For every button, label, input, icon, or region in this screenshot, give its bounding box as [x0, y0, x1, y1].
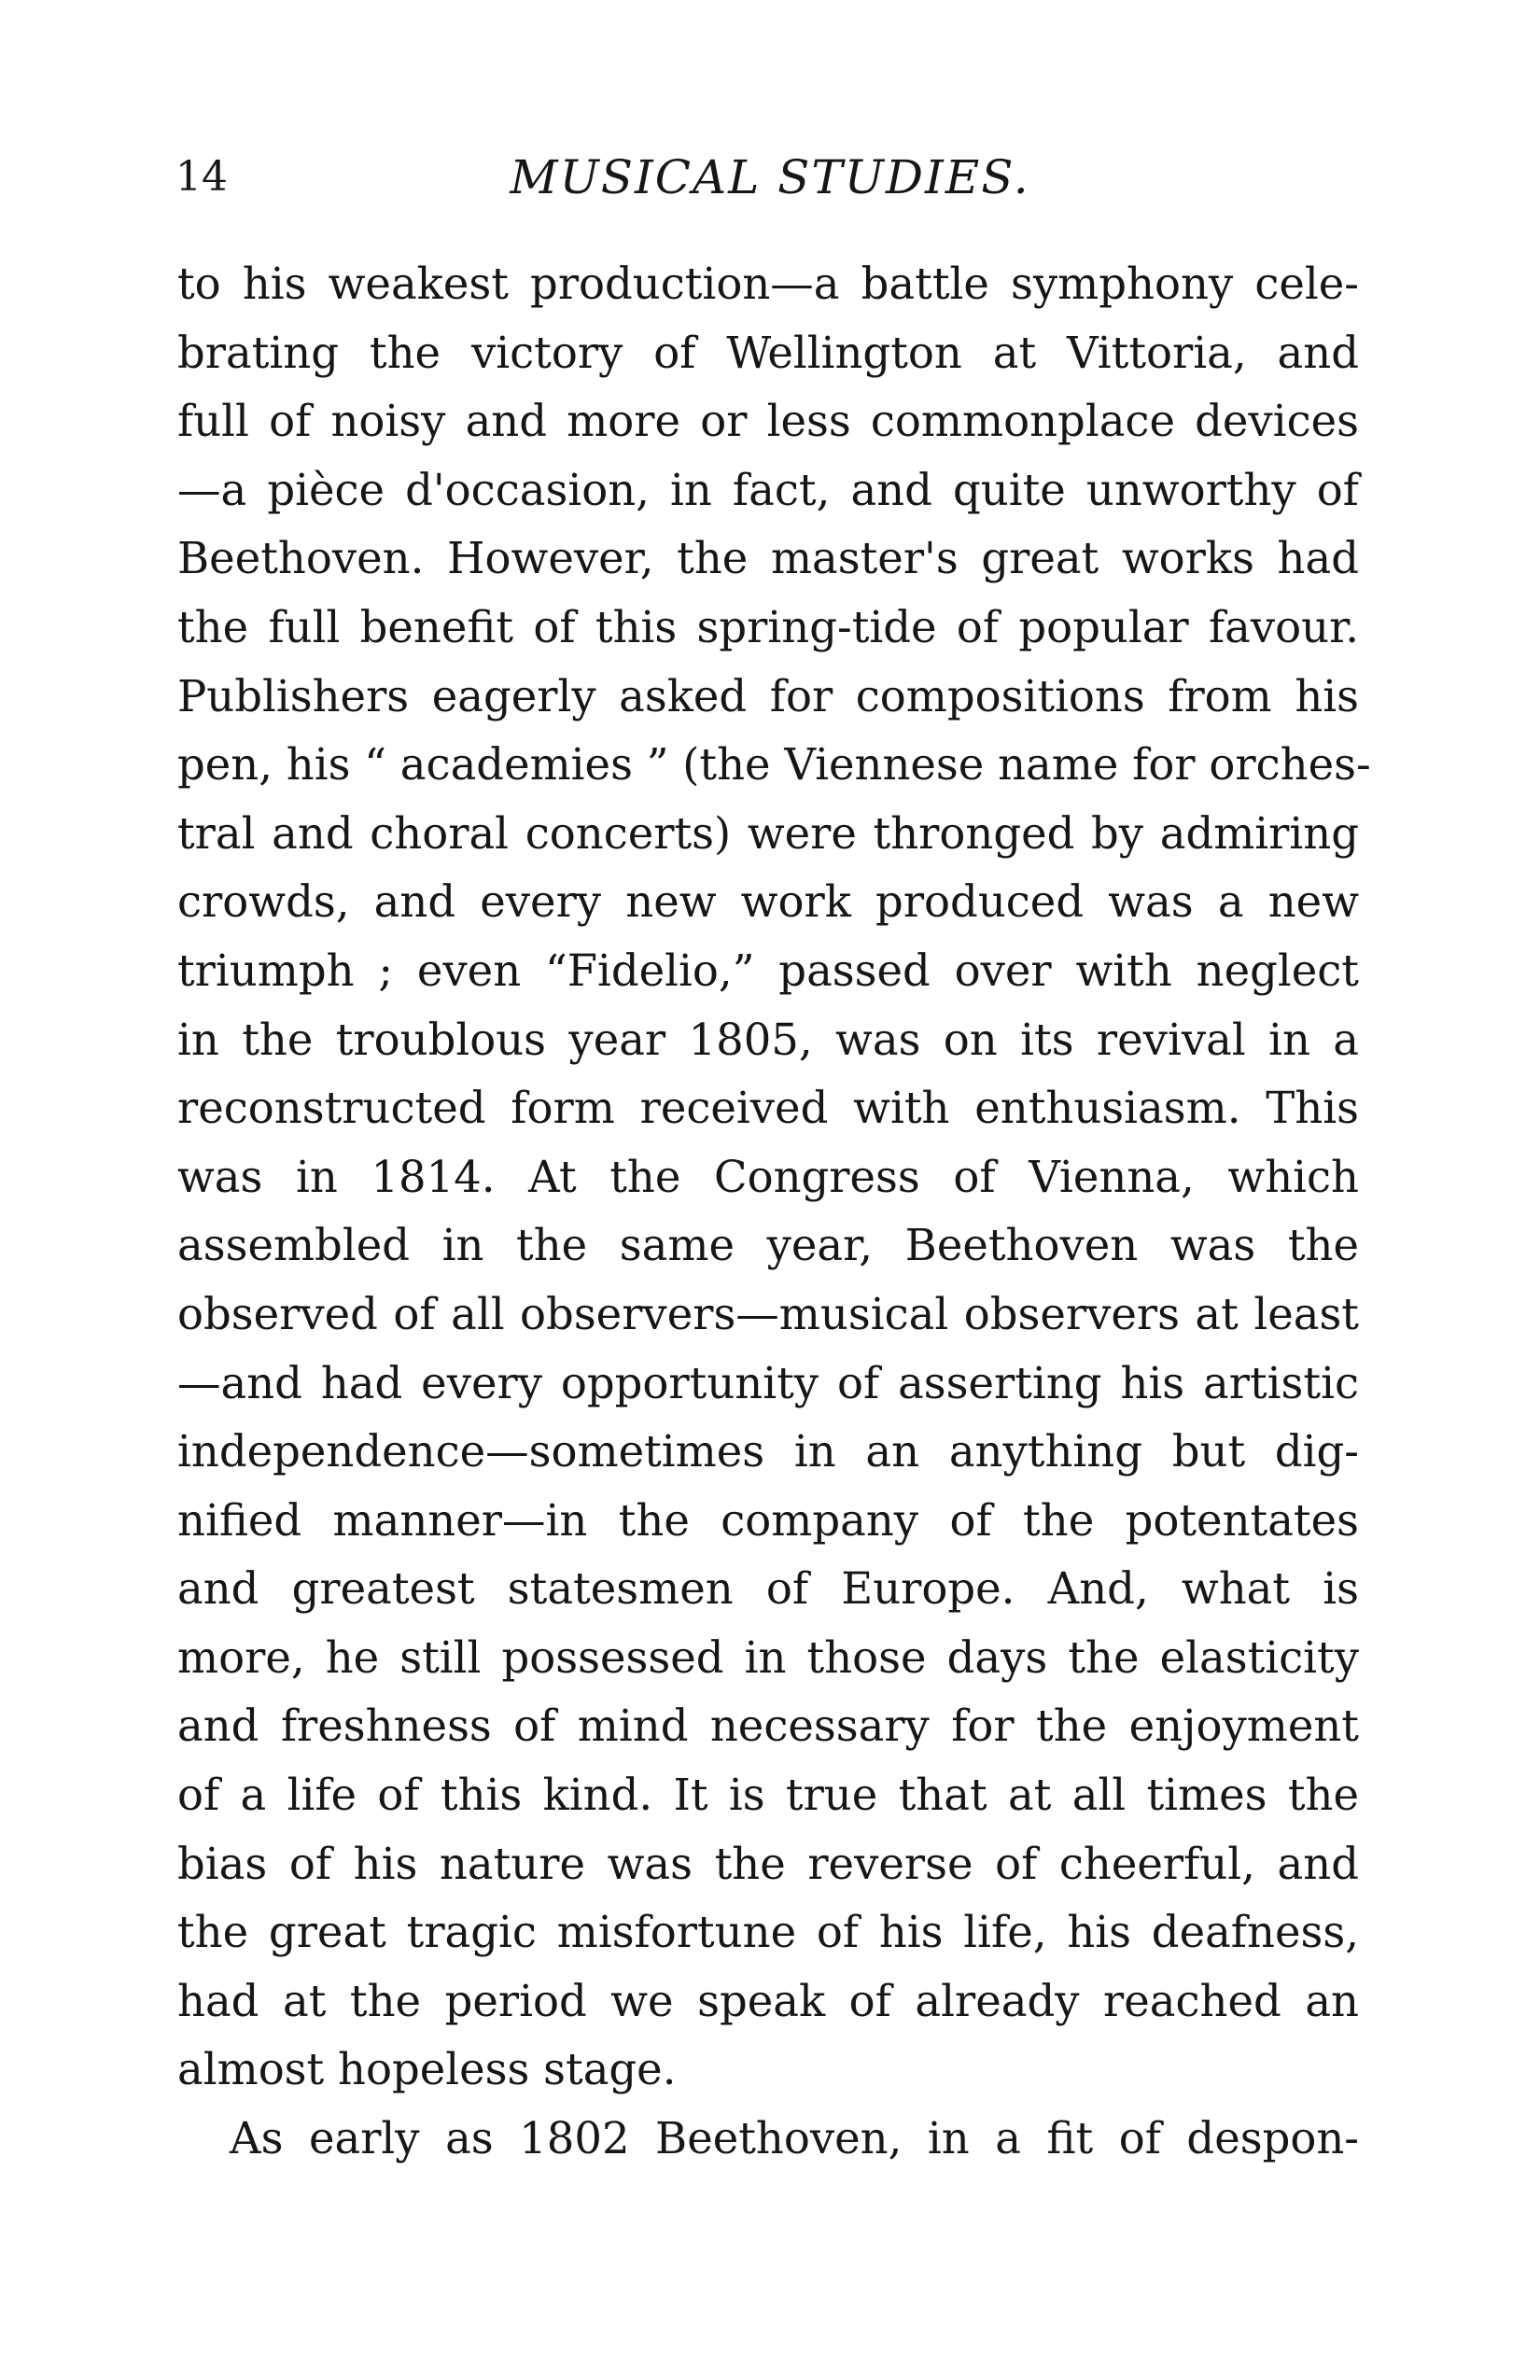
- body-text: [177, 250, 1371, 2174]
- text-line: bias of his nature was the reverse of cheerful, and: [177, 1838, 1359, 1889]
- text-line: Beethoven. However, the master's great works had: [177, 533, 1359, 584]
- text-line: and greatest statesmen of Europe. And, what is: [177, 1563, 1359, 1615]
- text-line: the full benefit of this spring-tide of popular favour.: [177, 601, 1359, 652]
- page-number: 14: [175, 153, 228, 201]
- text-line: tral and choral concerts) were thronged by admiring: [177, 807, 1359, 859]
- text-line: to his weakest production—a battle symphony cele-: [177, 259, 1359, 309]
- paragraph-end-line: almost hopeless stage.: [177, 2044, 677, 2095]
- text-line: assembled in the same year, Beethoven was the: [177, 1220, 1359, 1271]
- text-line: crowds, and every new work produced was a new: [177, 876, 1359, 928]
- text-line: —a pièce d'occasion, in fact, and quite unworthy of: [177, 464, 1359, 515]
- text-line: pen, his “ academies ” (the Viennese name for orches-: [177, 739, 1371, 791]
- text-line: —and had every opportunity of asserting his artistic: [177, 1357, 1359, 1408]
- text-line: nified manner—in the company of the potentates: [177, 1494, 1359, 1546]
- text-line: of a life of this kind. It is true that at all times the: [177, 1770, 1359, 1821]
- text-line: independence—sometimes in an anything but dig-: [177, 1426, 1359, 1477]
- running-title: MUSICAL STUDIES.: [510, 150, 1030, 204]
- text-line: was in 1814. At the Congress of Vienna, which: [177, 1151, 1359, 1202]
- text-line: observed of all observers—musical observers at least: [177, 1288, 1359, 1339]
- text-line: reconstructed form received with enthusiasm. This: [177, 1083, 1359, 1134]
- paragraph-start-line: As early as 1802 Beethoven, in a fit of despon-: [230, 2113, 1359, 2164]
- text-line: the great tragic misfortune of his life, his deafness,: [177, 1907, 1359, 1958]
- text-line: had at the period we speak of already reached an: [177, 1975, 1359, 2026]
- text-line: full of noisy and more or less commonplace devices: [177, 396, 1359, 447]
- text-line: Publishers eagerly asked for compositions from his: [177, 670, 1359, 721]
- text-line: and freshness of mind necessary for the enjoyment: [177, 1701, 1359, 1752]
- text-line: triumph ; even “Fidelio,” passed over with neglect: [177, 945, 1359, 996]
- text-line: in the troublous year 1805, was on its revival in a: [177, 1014, 1359, 1065]
- text-line: brating the victory of Wellington at Vittoria, and: [177, 327, 1359, 378]
- text-line: more, he still possessed in those days the elasticity: [177, 1631, 1359, 1683]
